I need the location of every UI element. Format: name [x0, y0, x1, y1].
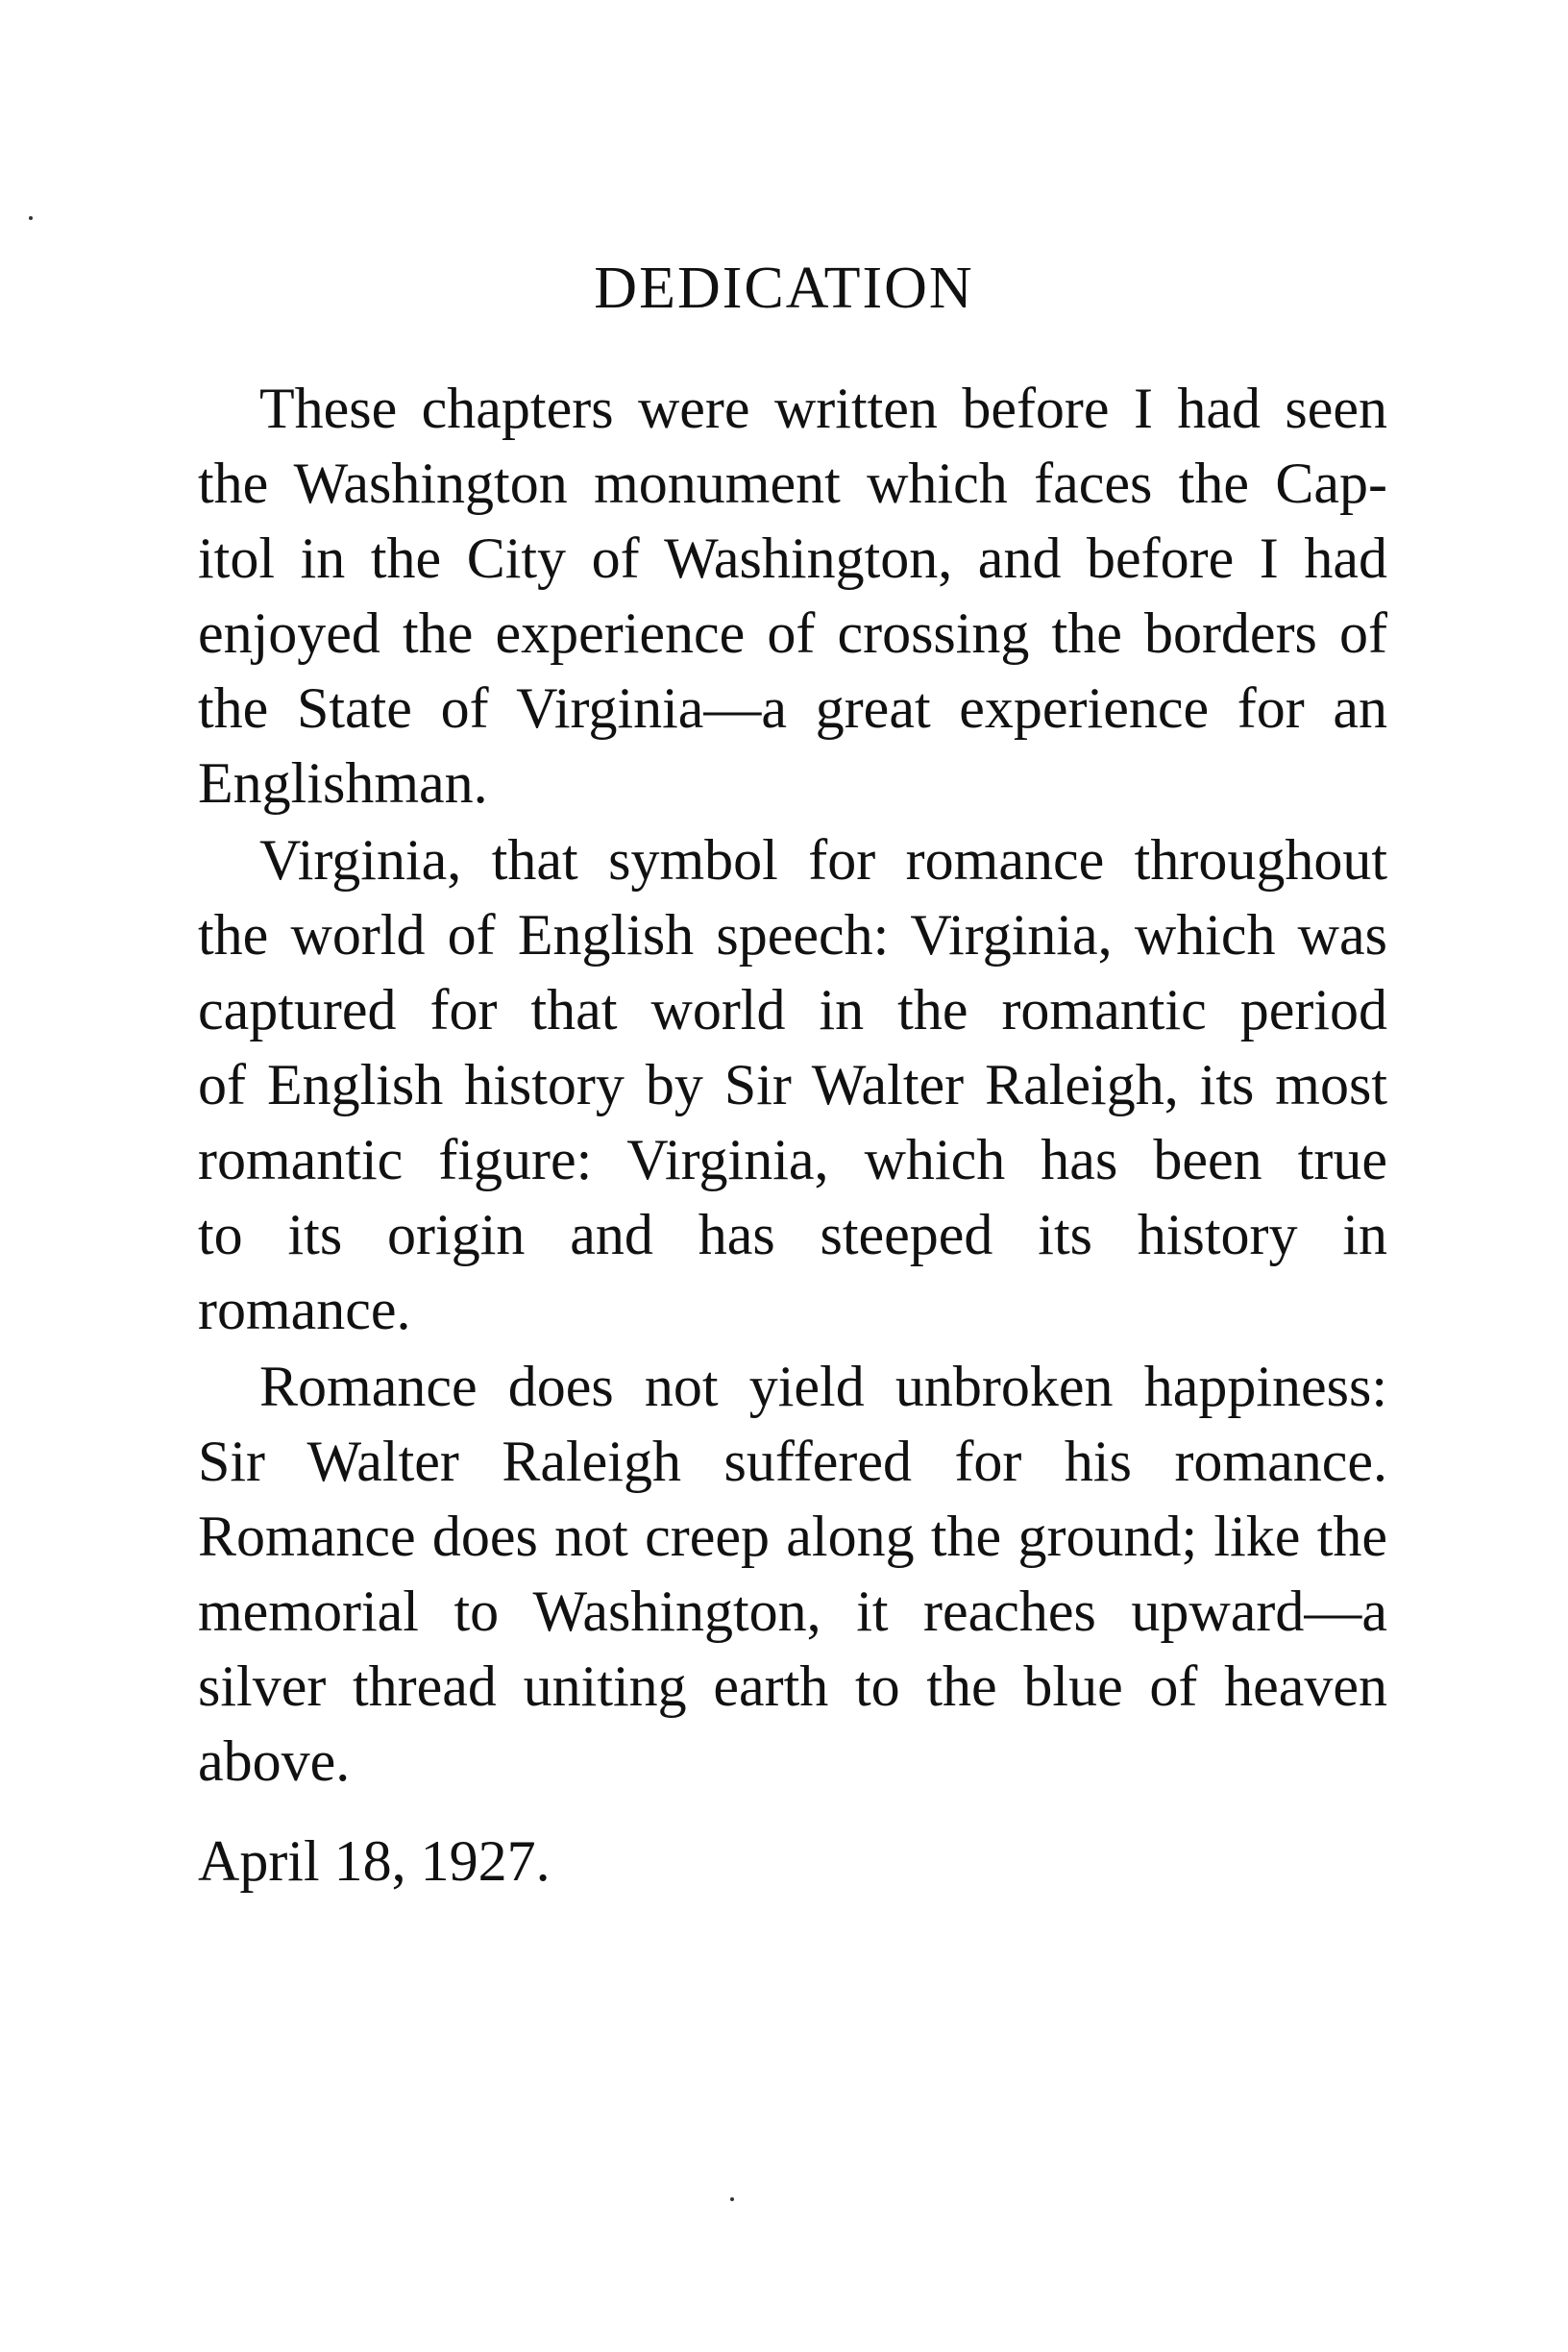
- text-line: of English history by Sir Walter Raleigh, its most: [198, 1053, 1387, 1116]
- text-line: the Washington monument which faces the Cap-: [198, 452, 1387, 515]
- scan-speck: [730, 2197, 734, 2201]
- text-line: Sir Walter Raleigh suffered for his romance.: [198, 1430, 1387, 1493]
- text-line: above.: [198, 1729, 351, 1793]
- paragraph-3: [198, 1349, 1387, 1799]
- text-line: romance.: [198, 1278, 411, 1341]
- text-line: These chapters were written before I had seen: [259, 377, 1387, 440]
- text-line: Romance does not yield unbroken happiness:: [259, 1355, 1387, 1418]
- text-line: Englishman.: [198, 751, 488, 815]
- text-line: Romance does not creep along the ground; like the: [198, 1505, 1387, 1568]
- text-line: enjoyed the experience of crossing the borders of: [198, 601, 1387, 665]
- text-line: the world of English speech: Virginia, which was: [198, 903, 1387, 967]
- scan-speck: [29, 216, 33, 220]
- dedication-date: April 18, 1927.: [198, 1829, 551, 1893]
- text-line: silver thread uniting earth to the blue of heaven: [198, 1654, 1387, 1718]
- text-line: romantic figure: Virginia, which has been true: [198, 1128, 1387, 1191]
- text-line: itol in the City of Washington, and before I had: [198, 527, 1387, 590]
- page-title: DEDICATION: [594, 256, 974, 321]
- text-line: Virginia, that symbol for romance throughout: [259, 828, 1387, 892]
- text-line: memorial to Washington, it reaches upward—a: [198, 1580, 1387, 1643]
- paragraph-2: [198, 822, 1387, 1347]
- text-line: to its origin and has steeped its history in: [198, 1203, 1387, 1266]
- text-line: captured for that world in the romantic period: [198, 978, 1387, 1041]
- text-line: the State of Virginia—a great experience for an: [198, 676, 1387, 740]
- paragraph-1: [198, 371, 1387, 821]
